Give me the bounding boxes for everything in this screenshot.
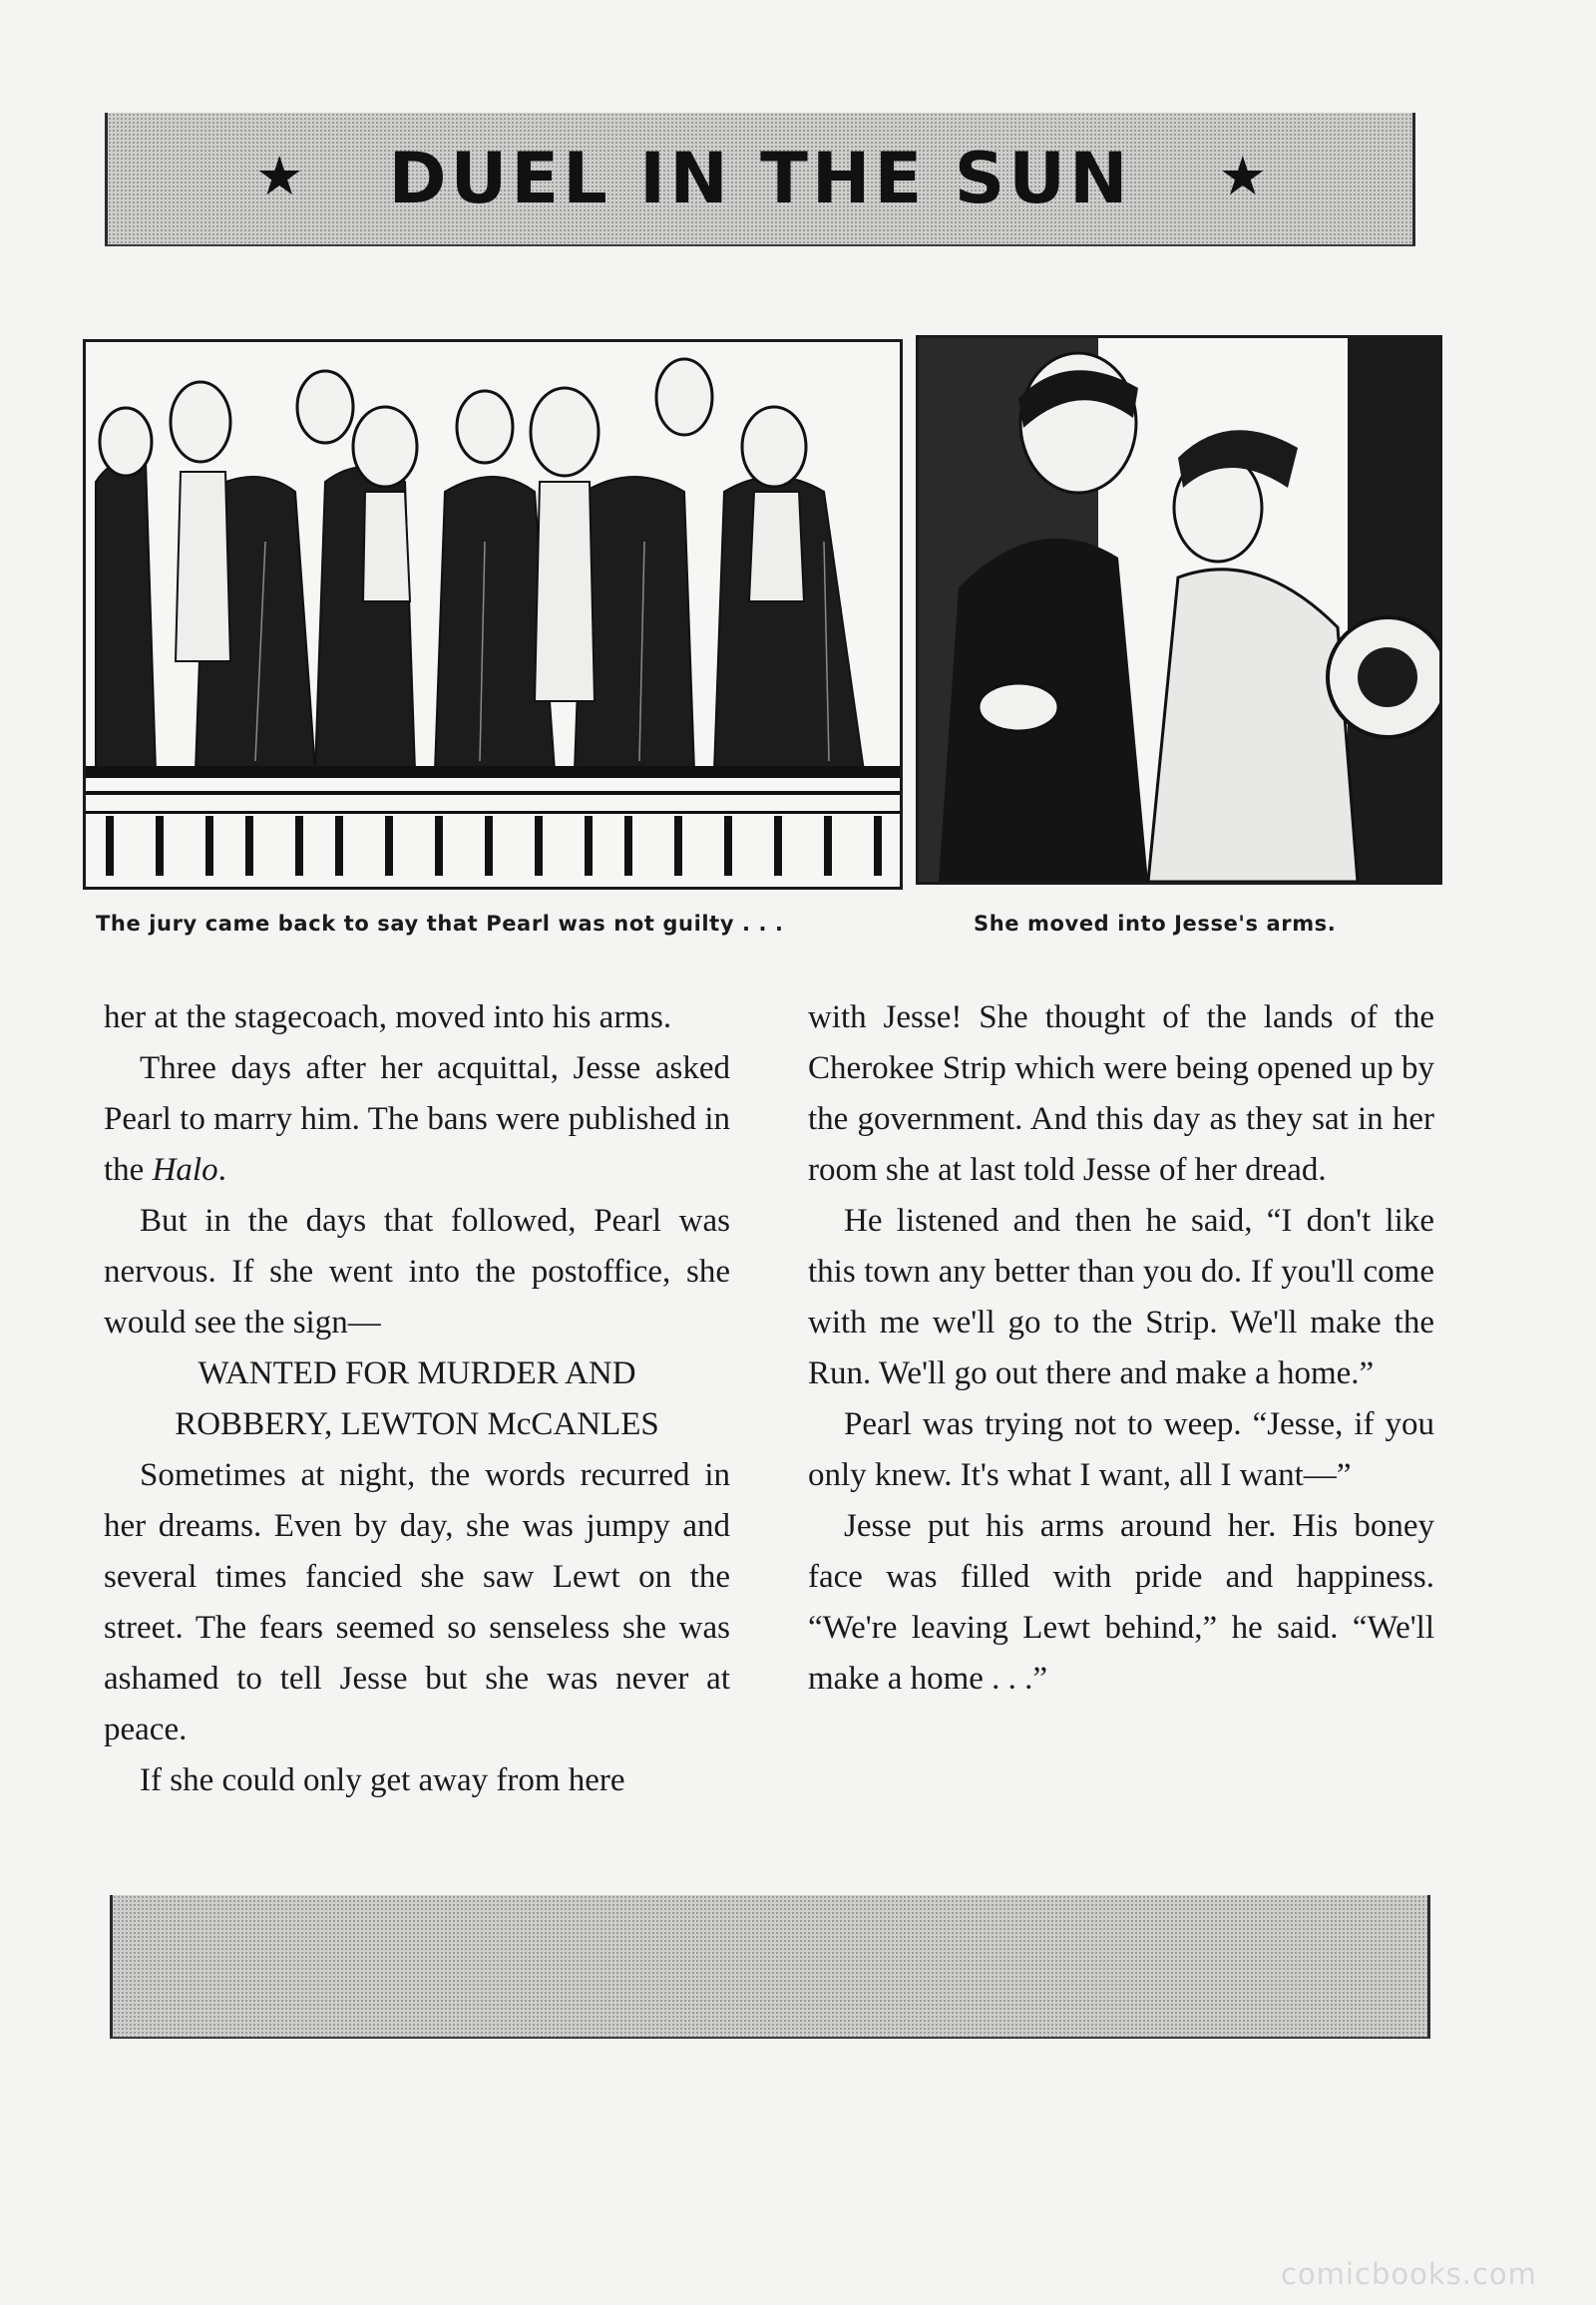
paragraph: her at the stagecoach, moved into his arms. <box>104 999 672 1035</box>
paragraph: with Jesse! She thought of the lands of the Cherokee Strip which were being opened up by the government. And this day as they sat in her room she at last told Jesse of her dread. <box>808 999 1434 1188</box>
paragraph: Pearl was trying not to weep. “Jesse, if you only knew. It's what I want, all I want—” <box>808 1406 1434 1493</box>
sign-line-2: ROBBERY, LEWTON McCANLES <box>175 1406 659 1442</box>
paragraph: But in the days that followed, Pearl was nervous. If she went into the postoffice, she would see the sign— <box>104 1203 730 1341</box>
star-left-icon: ★ <box>255 145 304 207</box>
page-title: DUEL IN THE SUN <box>388 138 1132 219</box>
paragraph: He listened and then he said, “I don't like this town any better than you do. If you'll come with me we'll go to the Strip. We'll make the Run. We'll go out there and make a home.” <box>808 1203 1434 1391</box>
footer-banner <box>110 1895 1430 2039</box>
jury-illustration <box>83 339 903 890</box>
paragraph: Sometimes at night, the words recurred in her dreams. Even by day, she was jumpy and several times fancied she saw Lewt on the street. The fears seemed so senseless she was ashamed to tell Jesse but she was never at peace. <box>104 1457 730 1747</box>
paragraph: Jesse put his arms around her. His boney face was filled with pride and happiness. “We're leaving Lewt behind,” he said. “We'll make a home . . .” <box>808 1508 1434 1697</box>
right-text-column <box>808 992 1434 1705</box>
left-panel-caption: The jury came back to say that Pearl was not guilty . . . <box>96 912 784 936</box>
paragraph: If she could only get away from here <box>140 1762 625 1798</box>
paragraph: Three days after her acquittal, Jesse asked Pearl to marry him. The bans were published in the Halo. <box>104 1050 730 1188</box>
newspaper-name: Halo <box>152 1152 218 1188</box>
title-banner <box>105 113 1415 246</box>
star-right-icon: ★ <box>1218 145 1267 207</box>
right-panel-caption: She moved into Jesse's arms. <box>974 912 1337 936</box>
watermark: comicbooks.com <box>1281 2257 1537 2291</box>
sign-line-1: WANTED FOR MURDER AND <box>198 1355 636 1391</box>
embrace-illustration <box>916 335 1442 885</box>
left-text-column <box>104 992 730 1806</box>
